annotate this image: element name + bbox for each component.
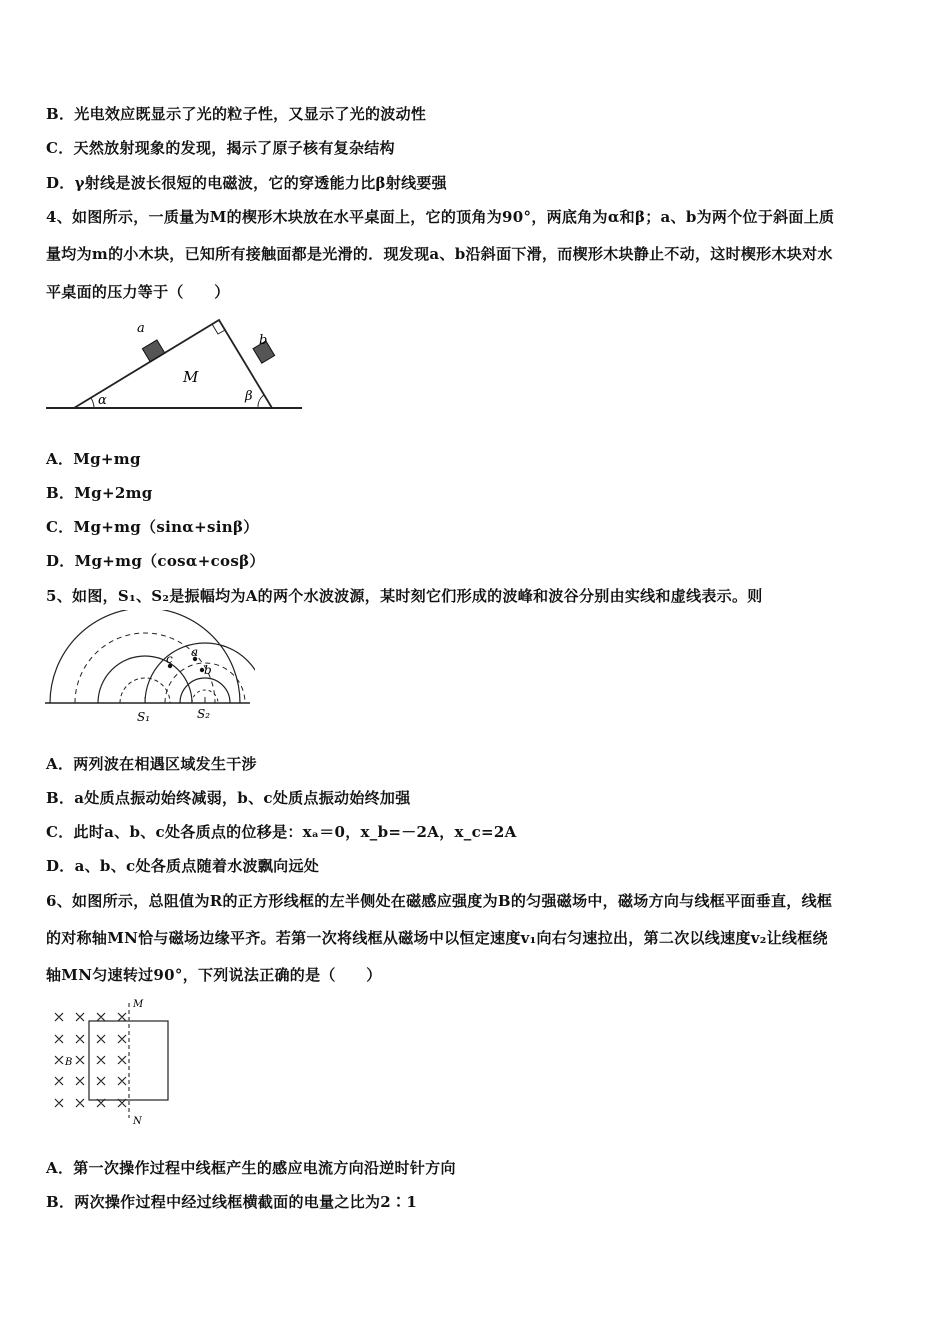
label-M: M — [133, 999, 144, 1010]
q5-stem-line-1: 5、如图，S₁、S₂是振幅均为A的两个水波波源，某时刻它们形成的波峰和波谷分别由实线和虚线表示。则 — [46, 587, 763, 605]
q4-option-d: D．Mg+mg（cosα+cosβ） — [46, 552, 265, 570]
q3-option-d: D．γ射线是波长很短的电磁波，它的穿透能力比β射线要强 — [46, 174, 447, 192]
label-a: a — [137, 321, 145, 336]
q6-option-b: B．两次操作过程中经过线框横截面的电量之比为2∶1 — [46, 1193, 418, 1211]
q4-stem-line-2: 量均为m的小木块，已知所有接触面都是光滑的．现发现a、b沿斜面下滑，而楔形木块静止不动，这时楔形木块对水 — [46, 245, 833, 263]
label-N: N — [133, 1116, 142, 1127]
q5-option-c: C．此时a、b、c处各质点的位移是：xₐ＝0，x_b=－2A，x_c=2A — [46, 823, 517, 841]
label-M: M — [183, 368, 199, 386]
label-c: c — [166, 652, 173, 666]
label-b: b — [259, 333, 268, 348]
q6-stem-line-1: 6、如图所示，总阻值为R的正方形线框的左半侧处在磁感应强度为B的匀强磁场中，磁场方向与线框平面垂直，线框 — [46, 892, 833, 910]
q4-stem-line-3: 平桌面的压力等于（ ） — [46, 283, 230, 301]
q3-option-b: B．光电效应既显示了光的粒子性，又显示了光的波动性 — [46, 105, 427, 123]
q5-option-a: A．两列波在相遇区域发生干涉 — [46, 755, 257, 773]
q5-wave-figure — [40, 610, 255, 730]
label-B: B — [65, 1057, 73, 1068]
label-s1: S₁ — [137, 710, 151, 724]
q4-option-a: A．Mg+mg — [46, 450, 141, 468]
label-alpha: α — [98, 393, 107, 408]
q6-loop-figure — [45, 993, 185, 1128]
q4-wedge-figure — [40, 312, 310, 417]
label-s2: S₂ — [197, 707, 211, 721]
q3-option-c: C．天然放射现象的发现，揭示了原子核有复杂结构 — [46, 139, 395, 157]
q4-option-b: B．Mg+2mg — [46, 484, 153, 502]
q6-stem-line-3: 轴MN匀速转过90°，下列说法正确的是（ ） — [46, 966, 382, 984]
q4-stem-line-1: 4、如图所示，一质量为M的楔形木块放在水平桌面上，它的顶角为90°，两底角为α和β；a、b为两个位于斜面上质 — [46, 208, 835, 226]
label-a: a — [191, 645, 199, 659]
q6-option-a: A．第一次操作过程中线框产生的感应电流方向沿逆时针方向 — [46, 1159, 456, 1177]
q5-option-d: D．a、b、c处各质点随着水波飘向远处 — [46, 857, 320, 875]
label-b: b — [204, 663, 212, 677]
q6-stem-line-2: 的对称轴MN恰与磁场边缘平齐。若第一次将线框从磁场中以恒定速度v₁向右匀速拉出，第二次以线速度v₂让线框绕 — [46, 929, 828, 947]
q5-option-b: B．a处质点振动始终减弱，b、c处质点振动始终加强 — [46, 789, 411, 807]
label-beta: β — [245, 389, 253, 404]
block-a — [142, 340, 164, 362]
q4-option-c: C．Mg+mg（sinα+sinβ） — [46, 518, 259, 536]
